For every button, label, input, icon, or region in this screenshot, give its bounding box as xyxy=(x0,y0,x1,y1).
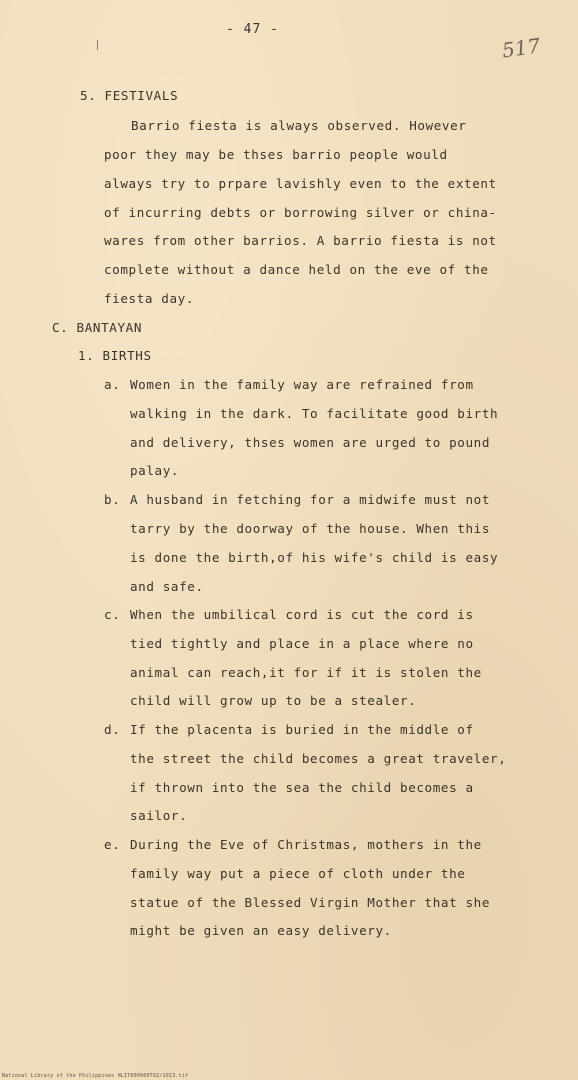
item-line: When the umbilical cord is cut the cord is xyxy=(130,607,474,622)
festivals-line: Barrio fiesta is always observed. However xyxy=(131,118,467,133)
item-marker: b. xyxy=(104,492,121,507)
page-number: - 47 - xyxy=(226,22,279,37)
festivals-line: complete without a dance held on the eve of the xyxy=(104,262,489,277)
item-marker: d. xyxy=(104,722,121,737)
festivals-line: always try to prpare lavishly even to the extent xyxy=(104,176,497,191)
item-line: palay. xyxy=(130,463,180,478)
item-line: and safe. xyxy=(130,579,204,594)
item-line: and delivery, thses women are urged to pound xyxy=(130,435,491,450)
festivals-line: fiesta day. xyxy=(104,291,195,306)
item-line: might be given an easy delivery. xyxy=(130,923,392,938)
festivals-line: wares from other barrios. A barrio fiesta is not xyxy=(104,233,497,248)
item-marker: c. xyxy=(104,607,121,622)
festivals-line: poor they may be thses barrio people would xyxy=(104,147,448,162)
festivals-heading: 5. FESTIVALS xyxy=(80,88,179,103)
item-line: sailor. xyxy=(130,808,188,823)
item-marker: a. xyxy=(104,377,121,392)
item-line: walking in the dark. To facilitate good birth xyxy=(130,406,499,421)
bantayan-heading: C. BANTAYAN xyxy=(52,320,143,335)
item-marker: e. xyxy=(104,837,121,852)
births-subheading: 1. BIRTHS xyxy=(78,348,152,363)
item-line: animal can reach,it for if it is stolen the xyxy=(130,665,482,680)
item-line: the street the child becomes a great traveler, xyxy=(130,751,507,766)
item-line: if thrown into the sea the child becomes a xyxy=(130,780,474,795)
festivals-line: of incurring debts or borrowing silver or china- xyxy=(104,205,497,220)
item-line: is done the birth,of his wife's child is easy xyxy=(130,550,499,565)
handwritten-page-note: 517 xyxy=(500,33,542,63)
item-line: child will grow up to be a stealer. xyxy=(130,693,417,708)
item-line: tied tightly and place in a place where no xyxy=(130,636,474,651)
archive-footer: National Library of the Philippines HLIT000000T02/1013.tif xyxy=(2,1073,189,1079)
item-line: A husband in fetching for a midwife must not xyxy=(130,492,491,507)
margin-mark xyxy=(97,40,98,50)
item-line: During the Eve of Christmas, mothers in the xyxy=(130,837,482,852)
item-line: If the placenta is buried in the middle of xyxy=(130,722,474,737)
item-line: Women in the family way are refrained from xyxy=(130,377,474,392)
item-line: statue of the Blessed Virgin Mother that she xyxy=(130,895,491,910)
item-line: tarry by the doorway of the house. When this xyxy=(130,521,491,536)
item-line: family way put a piece of cloth under the xyxy=(130,866,466,881)
